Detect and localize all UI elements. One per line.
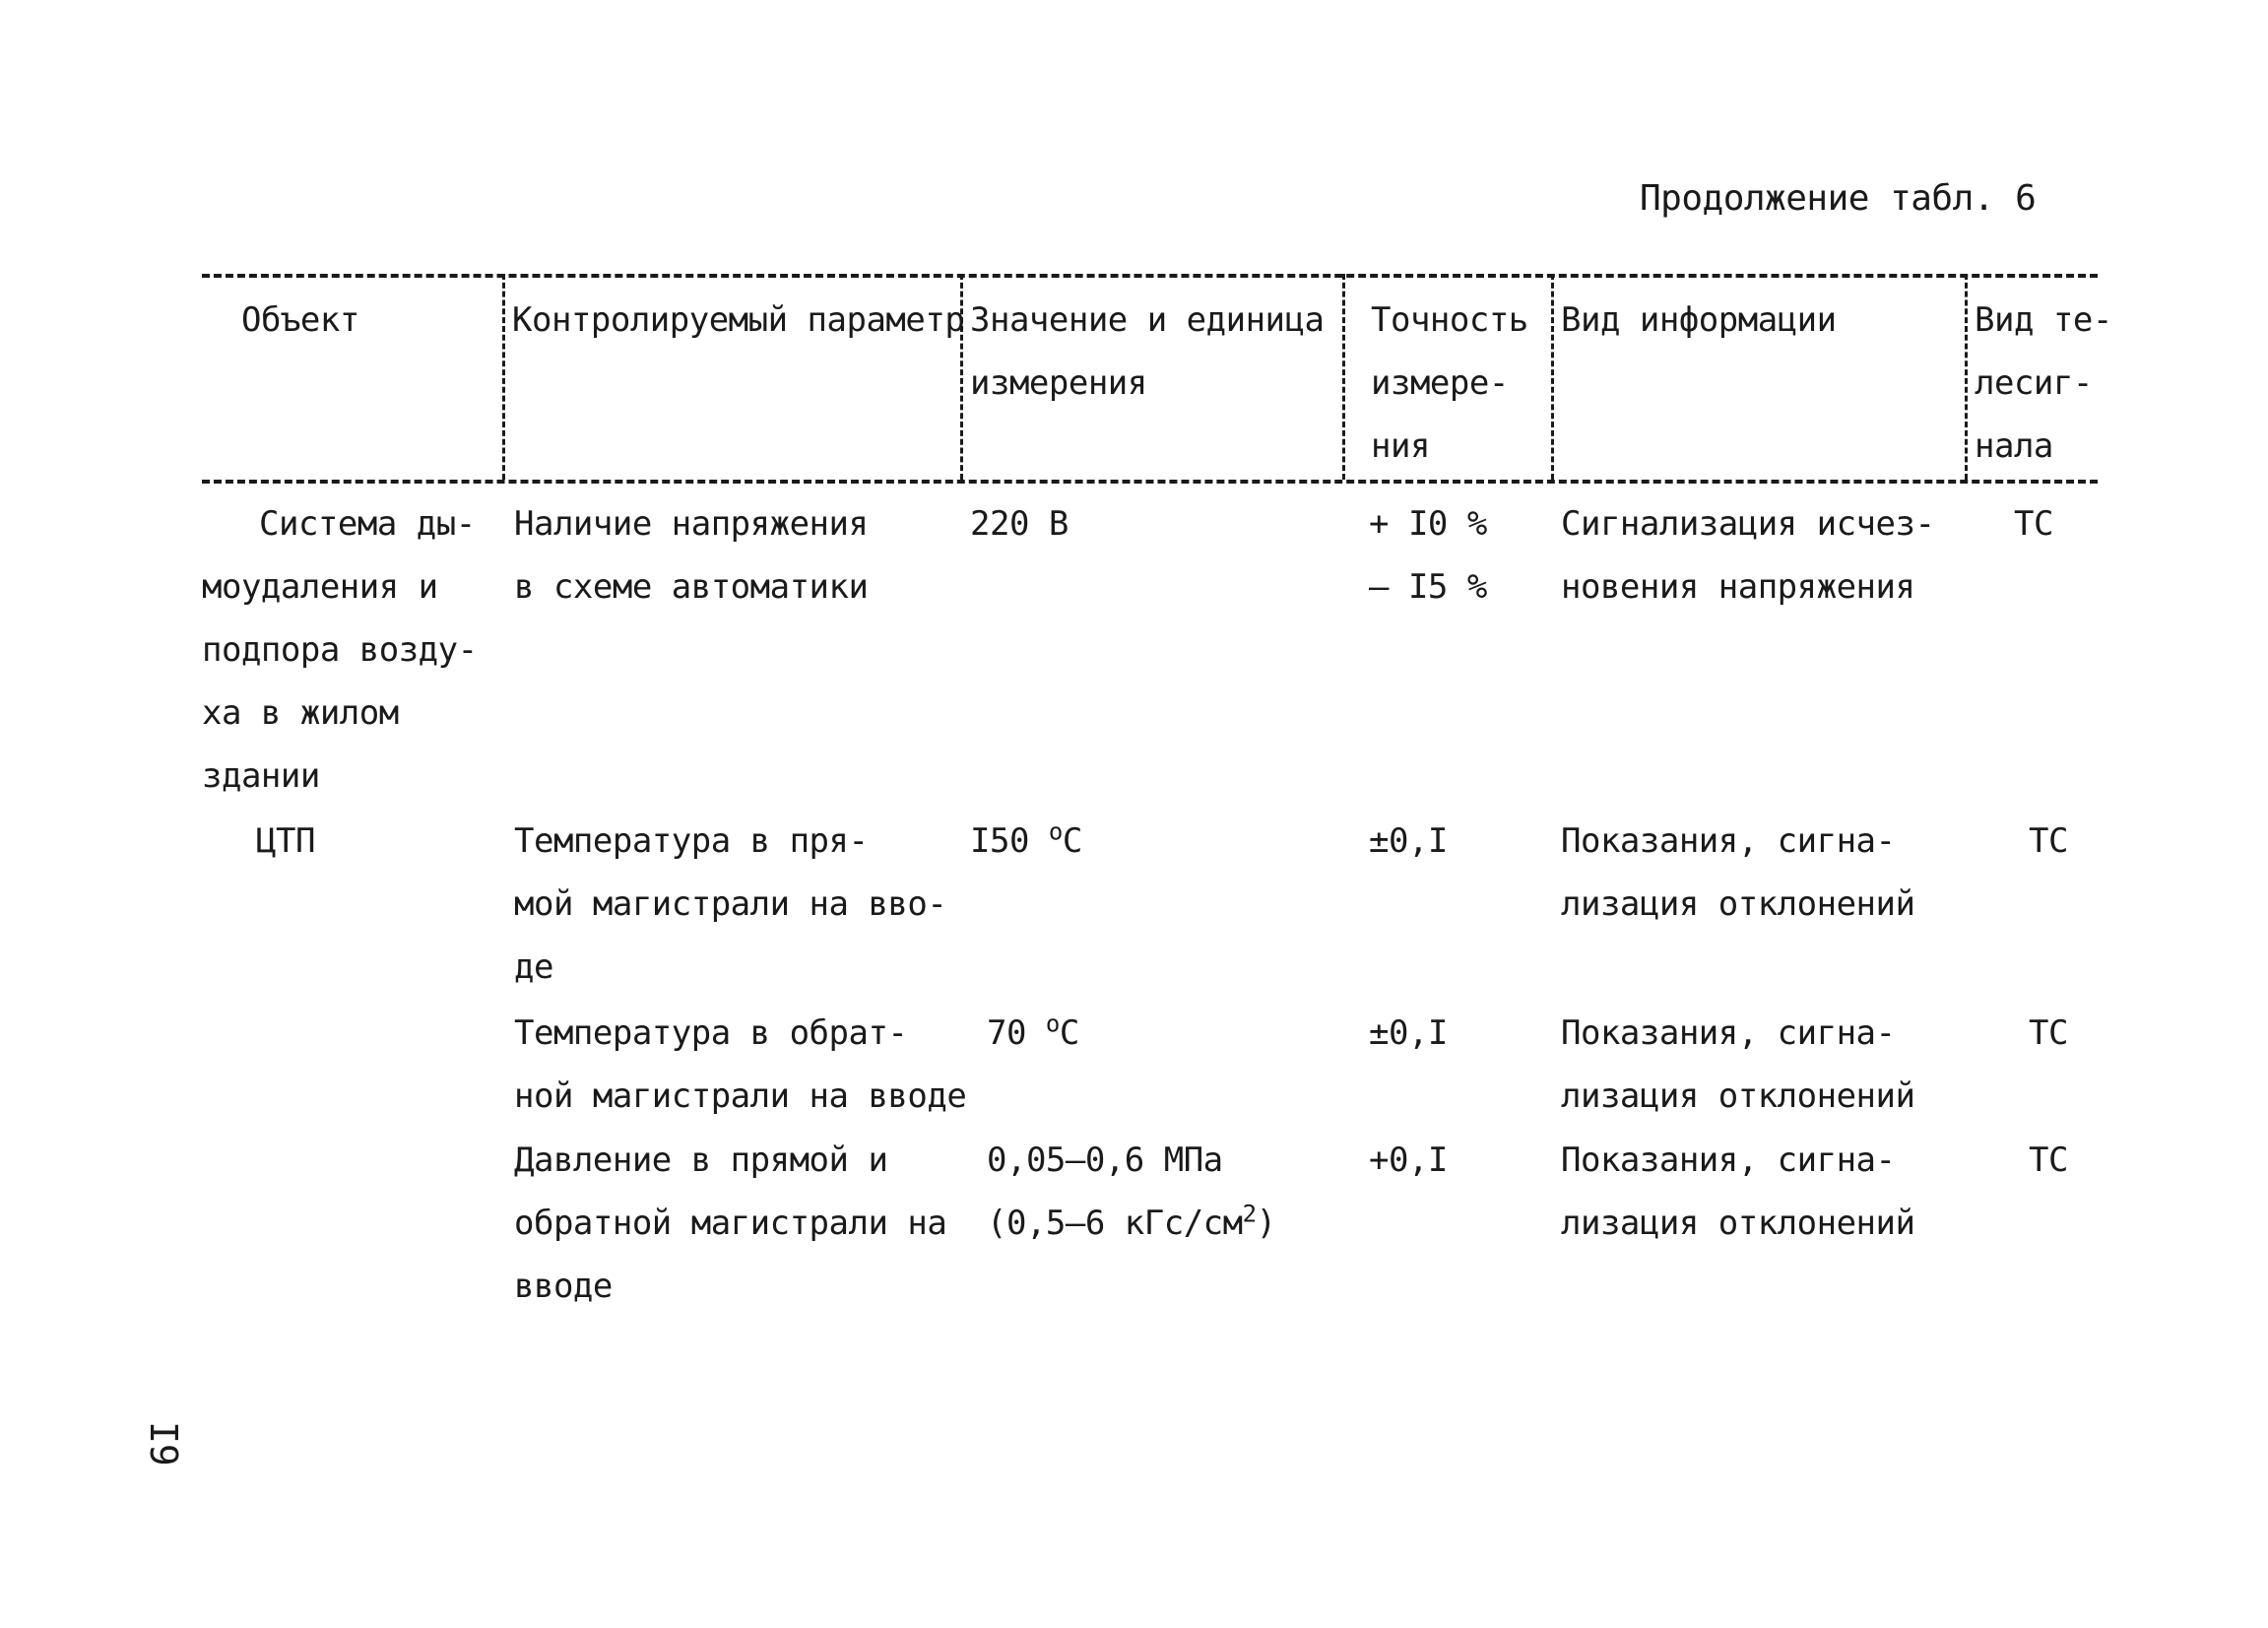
cell-accuracy: + I0 % – I5 % [1369, 504, 1487, 607]
cell-param: Температура в пря- мой магистрали на вво- де [514, 821, 947, 987]
value-number: 70 [987, 1013, 1046, 1053]
cell-object: ЦТП [256, 821, 315, 861]
table-caption: Продолжение табл. 6 [1640, 178, 2037, 219]
header-col-separator [502, 274, 505, 480]
cell-accuracy: ±0,I [1369, 1013, 1448, 1053]
cell-signal: ТС [2014, 504, 2053, 544]
cell-value: 220 В [970, 504, 1069, 544]
cell-param: Температура в обрат- ной магистрали на вводе [514, 1013, 967, 1116]
header-param: Контролируемый параметр [512, 300, 965, 340]
header-accuracy: Точность измере- ния [1371, 300, 1528, 466]
cell-info: Показания, сигна- лизация отклонений [1561, 1140, 1915, 1243]
cell-signal: ТС [2029, 821, 2068, 861]
cell-object-text: Система ды- моудаления и подпора возду- ха в жилом здании [202, 504, 478, 796]
cell-value-line1: 0,05–0,6 МПа [987, 1140, 1223, 1180]
degree-sign: о [1048, 817, 1063, 846]
header-bottom-rule [202, 480, 2098, 484]
cell-object [202, 492, 497, 808]
cell-value [987, 1002, 1079, 1065]
header-col-separator [1342, 274, 1345, 480]
superscript-2: 2 [1242, 1200, 1257, 1228]
value-number: I50 [970, 821, 1049, 861]
header-col-separator [1965, 274, 1968, 480]
cell-value [970, 810, 1082, 873]
header-col-separator [1551, 274, 1554, 480]
cell-signal: ТС [2029, 1140, 2068, 1180]
header-top-rule [202, 274, 2098, 278]
cell-value-line2 [987, 1192, 1276, 1255]
header-value: Значение и единица измерения [970, 300, 1325, 403]
header-signal: Вид те- лесиг- нала [1975, 300, 2112, 466]
cell-param: Наличие напряжения в схеме автоматики [514, 504, 869, 607]
cell-info: Показания, сигна- лизация отклонений [1561, 821, 1915, 924]
cell-accuracy: ±0,I [1369, 821, 1448, 861]
page-number: I9 [142, 1421, 185, 1466]
value-pressure-alt: (0,5–6 кГс/см [987, 1204, 1243, 1243]
header-info: Вид информации [1561, 300, 1837, 340]
cell-info: Показания, сигна- лизация отклонений [1561, 1013, 1915, 1116]
cell-signal: ТС [2029, 1013, 2068, 1053]
value-unit: С [1062, 821, 1082, 861]
value-unit: С [1059, 1013, 1079, 1053]
closing-paren: ) [1256, 1204, 1276, 1243]
cell-accuracy: +0,I [1369, 1140, 1448, 1180]
cell-param: Давление в прямой и обратной магистрали на вводе [514, 1140, 947, 1306]
degree-sign: о [1045, 1009, 1060, 1038]
cell-info: Сигнализация исчез- новения напряжения [1561, 504, 1935, 607]
header-object: Объект [241, 300, 359, 340]
